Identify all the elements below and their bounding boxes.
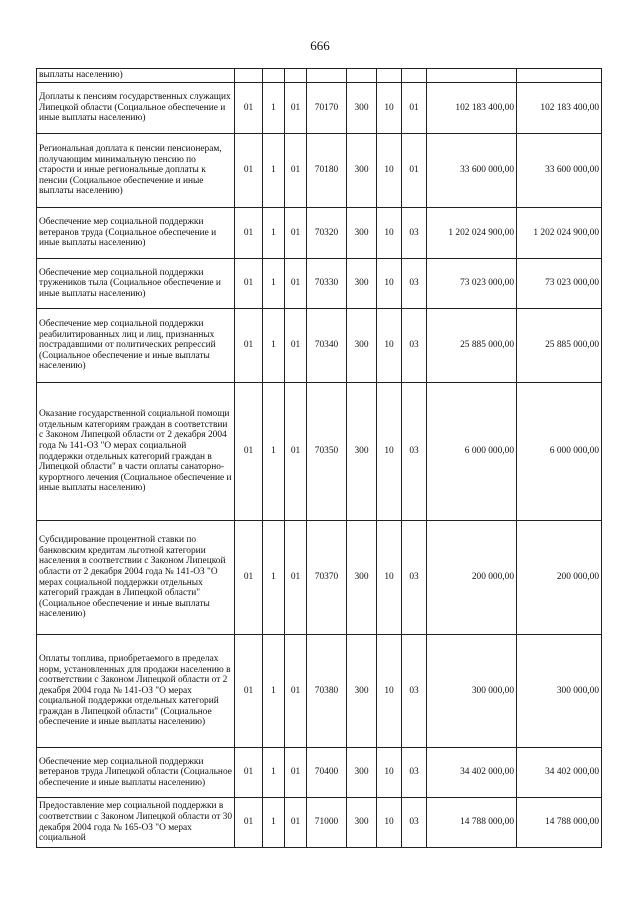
- row-name: Оплаты топлива, приобретаемого в пределах норм, установленных для продажи населению в соответствии с Законом Липецкой области от 2 декабря 2004 года № 141-ОЗ "О мерах социальной поддержки отдельных категорий граждан в Липецкой области" (Социальное обеспечение и иные выплаты населению): [37, 635, 235, 748]
- cell-code-1: 01: [235, 134, 263, 208]
- cell-code-1: 01: [235, 309, 263, 383]
- cell-code-6: 10: [377, 748, 402, 798]
- cell-amount-1: 102 183 400,00: [427, 83, 517, 134]
- cell-code-7: 01: [402, 83, 427, 134]
- cell-amount-1: 6 000 000,00: [427, 383, 517, 521]
- cell-code-7: 03: [402, 383, 427, 521]
- cell-code-5: 300: [347, 134, 377, 208]
- cell-code-1: 01: [235, 748, 263, 798]
- cell-code-5: 300: [347, 259, 377, 309]
- row-name: выплаты населению): [37, 69, 235, 83]
- cell-code-4: 70340: [307, 309, 347, 383]
- cell-amount-1: 1 202 024 900,00: [427, 208, 517, 259]
- cell-code-5: 300: [347, 521, 377, 635]
- cell-code-6: 10: [377, 383, 402, 521]
- cell-code-7: 01: [402, 134, 427, 208]
- cell-code-6: [377, 69, 402, 83]
- cell-amount-2: 1 202 024 900,00: [517, 208, 602, 259]
- cell-code-7: 03: [402, 798, 427, 848]
- cell-code-1: 01: [235, 83, 263, 134]
- row-name: Обеспечение мер социальной поддержки ветеранов труда (Социальное обеспечение и иные выплаты населению): [37, 208, 235, 259]
- cell-code-3: 01: [285, 748, 307, 798]
- cell-amount-2: 102 183 400,00: [517, 83, 602, 134]
- cell-amount-1: 200 000,00: [427, 521, 517, 635]
- page-number: 666: [310, 38, 330, 53]
- cell-code-6: 10: [377, 798, 402, 848]
- cell-code-4: 70350: [307, 383, 347, 521]
- cell-code-1: 01: [235, 259, 263, 309]
- cell-code-7: 03: [402, 521, 427, 635]
- cell-code-5: 300: [347, 748, 377, 798]
- table-row: [37, 134, 602, 208]
- cell-code-4: 70330: [307, 259, 347, 309]
- cell-amount-2: 34 402 000,00: [517, 748, 602, 798]
- row-name: Оказание государственной социальной помощи отдельным категориям граждан в соответствии с Законом Липецкой области от 2 декабря 2004 года № 141-ОЗ "О мерах социальной поддержки отдельных категорий граждан в Липецкой области" в части оплаты санаторно-курортного лечения (Социальное обеспечение и иные выплаты населению): [37, 383, 235, 521]
- cell-amount-2: 33 600 000,00: [517, 134, 602, 208]
- cell-code-2: 1: [263, 798, 285, 848]
- table-row: [37, 208, 602, 259]
- cell-code-2: 1: [263, 383, 285, 521]
- cell-amount-2: 200 000,00: [517, 521, 602, 635]
- row-name: Обеспечение мер социальной поддержки ветеранов труда Липецкой области (Социальное обеспечение и иные выплаты населению): [37, 748, 235, 798]
- cell-code-1: 01: [235, 521, 263, 635]
- cell-code-3: 01: [285, 83, 307, 134]
- cell-code-1: 01: [235, 798, 263, 848]
- budget-table: [36, 68, 602, 848]
- cell-code-2: 1: [263, 748, 285, 798]
- cell-amount-1: [427, 69, 517, 83]
- cell-code-5: 300: [347, 83, 377, 134]
- row-name: Доплаты к пенсиям государственных служащих Липецкой области (Социальное обеспечение и иные выплаты населению): [37, 83, 235, 134]
- cell-code-7: 03: [402, 259, 427, 309]
- row-name: Региональная доплата к пенсии пенсионерам, получающим минимальную пенсию по старости и иные региональные доплаты к пенсии (Социальное обеспечение и иные выплаты населению): [37, 134, 235, 208]
- cell-code-3: 01: [285, 521, 307, 635]
- cell-code-3: 01: [285, 259, 307, 309]
- cell-amount-2: 73 023 000,00: [517, 259, 602, 309]
- row-name: Субсидирование процентной ставки по банковским кредитам льготной категории населения в соответствии с Законом Липецкой области от 2 декабря 2004 года № 141-ОЗ "О мерах социальной поддержки отдельных категорий граждан в Липецкой области" (Социальное обеспечение и иные выплаты населению): [37, 521, 235, 635]
- row-name: Предоставление мер социальной поддержки в соответствии с Законом Липецкой области от 30 декабря 2004 года № 165-ОЗ "О мерах социальной: [37, 798, 235, 848]
- cell-code-5: 300: [347, 635, 377, 748]
- cell-code-4: 70320: [307, 208, 347, 259]
- cell-amount-2: 14 788 000,00: [517, 798, 602, 848]
- row-name: Обеспечение мер социальной поддержки тружеников тыла (Социальное обеспечение и иные выплаты населению): [37, 259, 235, 309]
- cell-code-2: 1: [263, 83, 285, 134]
- cell-code-6: 10: [377, 208, 402, 259]
- cell-code-4: 70380: [307, 635, 347, 748]
- cell-code-6: 10: [377, 83, 402, 134]
- cell-code-6: 10: [377, 521, 402, 635]
- cell-code-5: 300: [347, 383, 377, 521]
- cell-code-5: 300: [347, 309, 377, 383]
- cell-amount-1: 33 600 000,00: [427, 134, 517, 208]
- cell-code-3: 01: [285, 134, 307, 208]
- cell-code-3: 01: [285, 208, 307, 259]
- table-row: [37, 83, 602, 134]
- table-row: [37, 259, 602, 309]
- cell-amount-2: 6 000 000,00: [517, 383, 602, 521]
- cell-code-4: 70400: [307, 748, 347, 798]
- cell-code-2: [263, 69, 285, 83]
- cell-amount-2: 25 885 000,00: [517, 309, 602, 383]
- cell-code-2: 1: [263, 208, 285, 259]
- cell-code-3: 01: [285, 635, 307, 748]
- cell-code-7: 03: [402, 748, 427, 798]
- cell-code-3: 01: [285, 309, 307, 383]
- row-name: Обеспечение мер социальной поддержки реабилитированных лиц и лиц, признанных пострадавшими от политических репрессий (Социальное обеспечение и иные выплаты населению): [37, 309, 235, 383]
- cell-code-6: 10: [377, 134, 402, 208]
- cell-code-4: 71000: [307, 798, 347, 848]
- cell-code-2: 1: [263, 521, 285, 635]
- cell-amount-2: 300 000,00: [517, 635, 602, 748]
- cell-code-6: 10: [377, 259, 402, 309]
- cell-amount-1: 73 023 000,00: [427, 259, 517, 309]
- cell-code-6: 10: [377, 635, 402, 748]
- table-row: [37, 309, 602, 383]
- cell-code-1: 01: [235, 208, 263, 259]
- cell-amount-1: 25 885 000,00: [427, 309, 517, 383]
- cell-code-1: 01: [235, 383, 263, 521]
- cell-code-4: 70170: [307, 83, 347, 134]
- table-row: [37, 383, 602, 521]
- cell-code-3: 01: [285, 798, 307, 848]
- cell-code-2: 1: [263, 635, 285, 748]
- cell-code-5: 300: [347, 798, 377, 848]
- cell-code-7: 03: [402, 208, 427, 259]
- cell-code-4: [307, 69, 347, 83]
- cell-code-6: 10: [377, 309, 402, 383]
- cell-amount-1: 34 402 000,00: [427, 748, 517, 798]
- cell-code-4: 70180: [307, 134, 347, 208]
- cell-code-3: 01: [285, 383, 307, 521]
- table-row: [37, 521, 602, 635]
- cell-code-5: 300: [347, 208, 377, 259]
- cell-code-3: [285, 69, 307, 83]
- cell-code-7: [402, 69, 427, 83]
- table-row: [37, 748, 602, 798]
- cell-code-5: [347, 69, 377, 83]
- cell-amount-2: [517, 69, 602, 83]
- cell-code-2: 1: [263, 134, 285, 208]
- table-row: [37, 635, 602, 748]
- cell-code-7: 03: [402, 309, 427, 383]
- cell-code-2: 1: [263, 259, 285, 309]
- cell-code-1: [235, 69, 263, 83]
- table-row: [37, 69, 602, 83]
- cell-amount-1: 300 000,00: [427, 635, 517, 748]
- cell-code-7: 03: [402, 635, 427, 748]
- cell-amount-1: 14 788 000,00: [427, 798, 517, 848]
- cell-code-4: 70370: [307, 521, 347, 635]
- cell-code-2: 1: [263, 309, 285, 383]
- table-row: [37, 798, 602, 848]
- cell-code-1: 01: [235, 635, 263, 748]
